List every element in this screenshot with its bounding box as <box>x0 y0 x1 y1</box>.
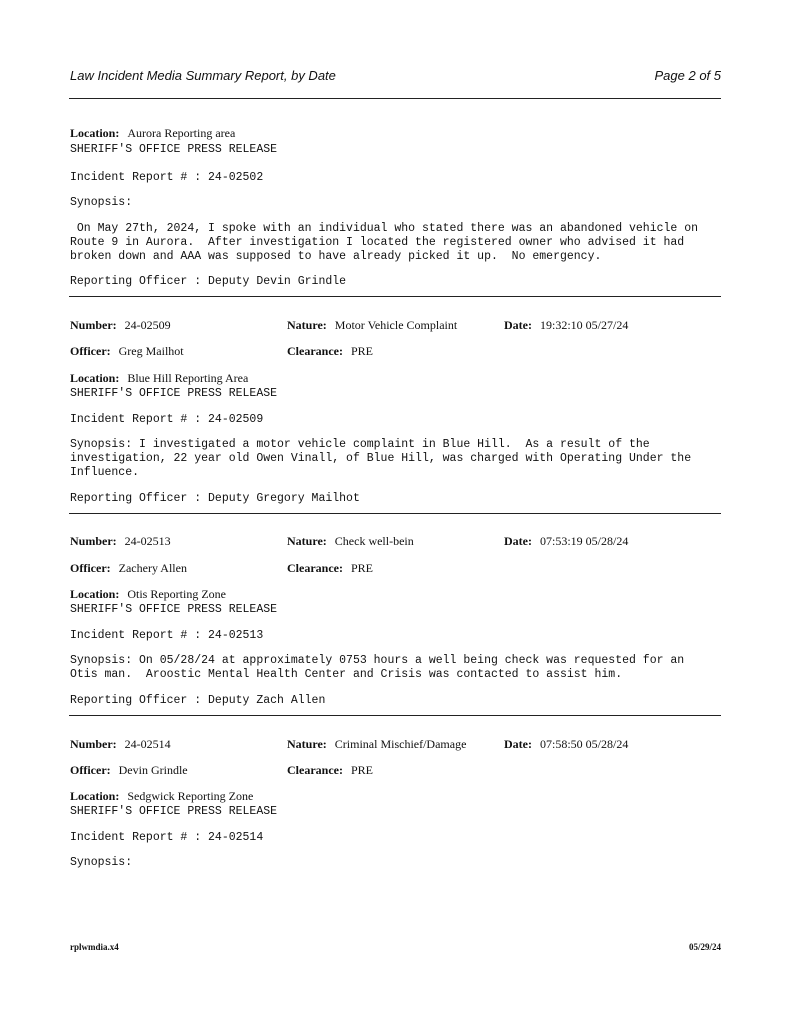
officer-value: Zachery Allen <box>118 561 187 575</box>
entry-location <box>70 789 253 804</box>
number-value: 24-02513 <box>124 534 171 548</box>
nature-label: Nature: <box>287 318 327 332</box>
nature-value: Motor Vehicle Complaint <box>334 318 458 332</box>
header-rule <box>69 98 721 99</box>
officer-value: Greg Mailhot <box>118 344 184 358</box>
entry-location <box>70 126 235 141</box>
date-value: 07:53:19 05/28/24 <box>539 534 629 548</box>
nature-value: Check well-bein <box>334 534 414 548</box>
entry-officer <box>70 344 184 359</box>
location-label: Location: <box>70 371 120 385</box>
entry-officer <box>70 763 188 778</box>
officer-label: Officer: <box>70 344 111 358</box>
date-value: 07:58:50 05/28/24 <box>539 737 629 751</box>
location-value: Otis Reporting Zone <box>127 587 226 601</box>
number-label: Number: <box>70 534 117 548</box>
reporting-officer-line: Reporting Officer : Deputy Devin Grindle <box>70 275 347 288</box>
nature-value: Criminal Mischief/Damage <box>334 737 467 751</box>
location-label: Location: <box>70 789 120 803</box>
location-value: Aurora Reporting area <box>127 126 236 140</box>
synopsis-text: Synopsis: On 05/28/24 at approximately 0753 hours a well being check was requested for an Otis man. Aroostic Mental Health Center and Crisis was contacted to assist him. <box>70 654 685 681</box>
entry-divider <box>69 296 721 297</box>
reporting-officer-line: Reporting Officer : Deputy Zach Allen <box>70 694 326 707</box>
footer-date: 05/29/24 <box>688 942 721 952</box>
entry-divider <box>69 715 721 716</box>
page-number: Page 2 of 5 <box>654 68 721 83</box>
synopsis-label: Synopsis: <box>70 856 133 869</box>
entry-number <box>70 534 171 549</box>
date-label: Date: <box>504 534 532 548</box>
clearance-label: Clearance: <box>287 763 343 777</box>
press-release-line: SHERIFF'S OFFICE PRESS RELEASE <box>70 143 278 156</box>
synopsis-label: Synopsis: <box>70 196 133 209</box>
report-title: Law Incident Media Summary Report, by Date <box>70 68 336 83</box>
entry-date <box>504 737 628 752</box>
entry-clearance <box>287 344 373 359</box>
press-release-line: SHERIFF'S OFFICE PRESS RELEASE <box>70 387 278 400</box>
synopsis-text: On May 27th, 2024, I spoke with an individual who stated there was an abandoned vehicle on Route 9 in Aurora. After investigation I located the registered owner who advised it had broken down and AAA was supposed to have already picked it up. No emergency. <box>70 222 699 263</box>
date-label: Date: <box>504 737 532 751</box>
incident-report-line: Incident Report # : 24-02502 <box>70 171 264 184</box>
location-label: Location: <box>70 126 120 140</box>
footer-report-code: rplwmdia.x4 <box>70 942 119 952</box>
location-label: Location: <box>70 587 120 601</box>
press-release-line: SHERIFF'S OFFICE PRESS RELEASE <box>70 805 278 818</box>
entry-nature <box>287 318 457 333</box>
entry-location <box>70 371 248 386</box>
entry-clearance <box>287 561 373 576</box>
clearance-value: PRE <box>350 763 373 777</box>
location-value: Sedgwick Reporting Zone <box>127 789 254 803</box>
incident-report-line: Incident Report # : 24-02513 <box>70 629 264 642</box>
reporting-officer-line: Reporting Officer : Deputy Gregory Mailhot <box>70 492 360 505</box>
synopsis-text: Synopsis: I investigated a motor vehicle complaint in Blue Hill. As a result of the investigation, 22 year old Owen Vinall, of Blue Hill, was charged with Operating Under the Influence. <box>70 438 692 479</box>
entry-number <box>70 737 171 752</box>
entry-number <box>70 318 171 333</box>
number-value: 24-02509 <box>124 318 171 332</box>
entry-date <box>504 318 628 333</box>
entry-clearance <box>287 763 373 778</box>
number-value: 24-02514 <box>124 737 171 751</box>
number-label: Number: <box>70 318 117 332</box>
incident-report-line: Incident Report # : 24-02514 <box>70 831 264 844</box>
location-value: Blue Hill Reporting Area <box>127 371 249 385</box>
date-value: 19:32:10 05/27/24 <box>539 318 629 332</box>
entry-nature <box>287 534 414 549</box>
entry-divider <box>69 513 721 514</box>
officer-value: Devin Grindle <box>118 763 188 777</box>
clearance-value: PRE <box>350 561 373 575</box>
officer-label: Officer: <box>70 763 111 777</box>
date-label: Date: <box>504 318 532 332</box>
entry-date <box>504 534 628 549</box>
entry-location <box>70 587 226 602</box>
clearance-label: Clearance: <box>287 344 343 358</box>
clearance-label: Clearance: <box>287 561 343 575</box>
entry-nature <box>287 737 466 752</box>
press-release-line: SHERIFF'S OFFICE PRESS RELEASE <box>70 603 278 616</box>
incident-report-line: Incident Report # : 24-02509 <box>70 413 264 426</box>
officer-label: Officer: <box>70 561 111 575</box>
nature-label: Nature: <box>287 737 327 751</box>
number-label: Number: <box>70 737 117 751</box>
entry-officer <box>70 561 187 576</box>
nature-label: Nature: <box>287 534 327 548</box>
clearance-value: PRE <box>350 344 373 358</box>
